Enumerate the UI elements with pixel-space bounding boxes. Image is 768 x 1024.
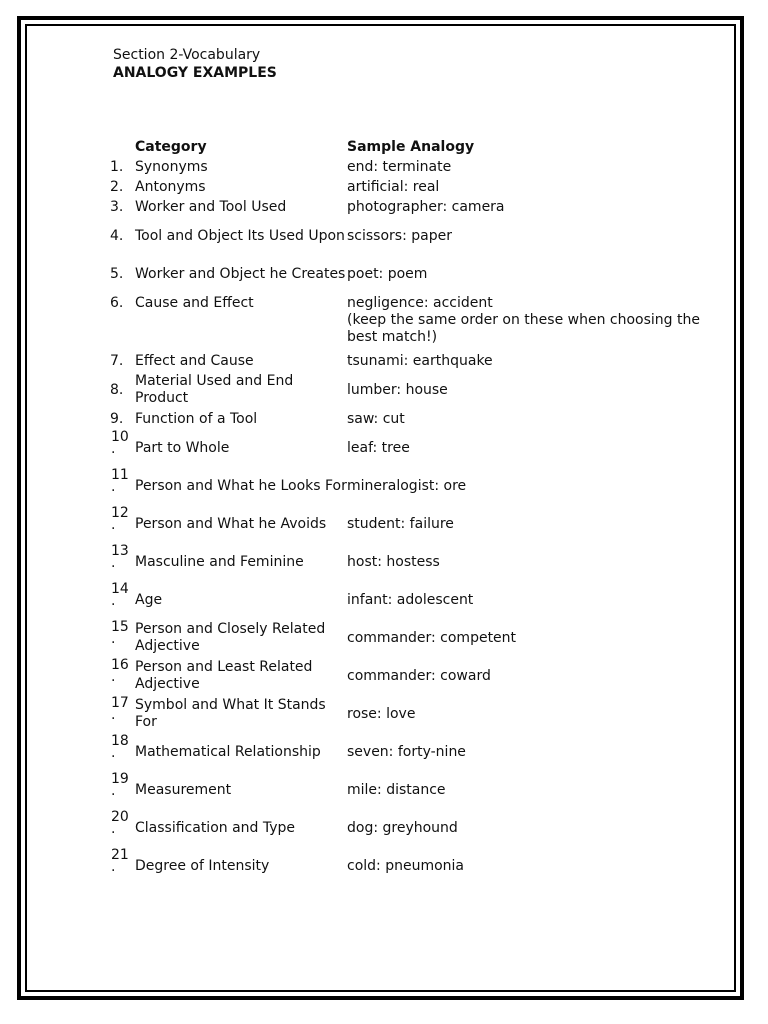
- row-category: Person and Closely Related Adjective: [135, 621, 326, 654]
- row-number: 1.: [110, 158, 124, 175]
- table-row: [110, 217, 710, 255]
- row-category: Person and Least Related Adjective: [135, 659, 313, 692]
- column-header-category: Category: [135, 138, 207, 155]
- table-row: [110, 177, 710, 197]
- row-category: Measurement: [135, 781, 232, 798]
- row-category: Tool and Object Its Used Upon: [135, 227, 345, 244]
- row-sample: photographer: camera: [347, 198, 505, 215]
- table-row: [110, 619, 710, 657]
- table-row: [110, 505, 710, 543]
- table-row: [110, 409, 710, 429]
- row-number: 5.: [110, 265, 124, 282]
- table-row: [110, 847, 710, 885]
- table-row: [110, 771, 710, 809]
- row-number: 13.: [111, 543, 129, 571]
- row-note: (keep the same order on these when choosing the best match!): [347, 312, 700, 345]
- row-category: Person and What he Avoids: [135, 515, 327, 532]
- table-row: [110, 809, 710, 847]
- table-row: [110, 543, 710, 581]
- row-number: 20.: [111, 809, 129, 837]
- row-number: 9.: [110, 410, 124, 427]
- row-sample: dog: greyhound: [347, 819, 458, 836]
- row-number: 11.: [111, 467, 129, 495]
- row-category: Mathematical Relationship: [135, 743, 321, 760]
- row-sample: rose: love: [347, 705, 416, 722]
- table-row: [110, 157, 710, 177]
- table-row: [110, 695, 710, 733]
- row-category: Masculine and Feminine: [135, 553, 304, 570]
- row-number: 18.: [111, 733, 129, 761]
- table-row: [110, 371, 710, 409]
- row-number: 16.: [111, 657, 129, 685]
- row-category: Antonyms: [135, 178, 206, 195]
- row-category: Symbol and What It Stands For: [135, 697, 326, 730]
- row-category: Synonyms: [135, 158, 208, 175]
- row-category: Degree of Intensity: [135, 857, 270, 874]
- row-sample: saw: cut: [347, 410, 405, 427]
- table-row: [110, 197, 710, 217]
- row-sample: seven: forty-nine: [347, 743, 466, 760]
- row-sample: mile: distance: [347, 781, 446, 798]
- row-number: 21.: [111, 847, 129, 875]
- row-number: 12.: [111, 505, 129, 533]
- row-number: 19.: [111, 771, 129, 799]
- column-header-sample: Sample Analogy: [347, 138, 475, 155]
- row-sample: negligence: accident: [347, 295, 493, 311]
- row-number: 10.: [111, 429, 129, 457]
- row-number: 3.: [110, 198, 124, 215]
- page-title: ANALOGY EXAMPLES: [113, 65, 277, 81]
- table-row: [110, 293, 710, 351]
- table-row: [110, 255, 710, 293]
- row-number: 4.: [110, 227, 124, 244]
- row-category: Effect and Cause: [135, 352, 254, 369]
- table-row: [110, 429, 710, 467]
- row-category: Part to Whole: [135, 439, 230, 456]
- row-number: 2.: [110, 178, 124, 195]
- section-label: Section 2-Vocabulary: [113, 47, 261, 63]
- table-row: [110, 657, 710, 695]
- analogy-table: [110, 137, 710, 885]
- row-sample: mineralogist: ore: [347, 477, 467, 494]
- row-category: Age: [135, 591, 163, 608]
- row-number: 6.: [110, 295, 124, 311]
- row-sample: cold: pneumonia: [347, 857, 464, 874]
- table-header: [110, 137, 710, 157]
- row-sample: end: terminate: [347, 158, 452, 175]
- row-sample: infant: adolescent: [347, 591, 474, 608]
- table-row: [110, 733, 710, 771]
- row-category: Cause and Effect: [135, 295, 254, 311]
- row-category: Worker and Object he Creates: [135, 265, 346, 282]
- row-sample: tsunami: earthquake: [347, 352, 493, 369]
- row-category: Classification and Type: [135, 819, 296, 836]
- row-number: 7.: [110, 352, 124, 369]
- row-sample: host: hostess: [347, 553, 440, 570]
- table-row: [110, 351, 710, 371]
- row-sample: artificial: real: [347, 178, 440, 195]
- row-number: 17.: [111, 695, 129, 723]
- row-category: Worker and Tool Used: [135, 198, 287, 215]
- row-number: 14.: [111, 581, 129, 609]
- row-category: Material Used and End Product: [135, 373, 294, 406]
- row-category: Function of a Tool: [135, 410, 258, 427]
- row-sample: commander: competent: [347, 629, 517, 646]
- row-category: Person and What he Looks For: [135, 477, 347, 494]
- table-row: [110, 467, 710, 505]
- row-sample: scissors: paper: [347, 227, 452, 244]
- row-number: 15.: [111, 619, 129, 647]
- row-sample: lumber: house: [347, 381, 448, 398]
- table-row: [110, 581, 710, 619]
- row-sample: commander: coward: [347, 667, 491, 684]
- row-number: 8.: [110, 381, 124, 398]
- row-sample: student: failure: [347, 515, 454, 532]
- row-sample: poet: poem: [347, 265, 428, 282]
- row-sample: leaf: tree: [347, 439, 410, 456]
